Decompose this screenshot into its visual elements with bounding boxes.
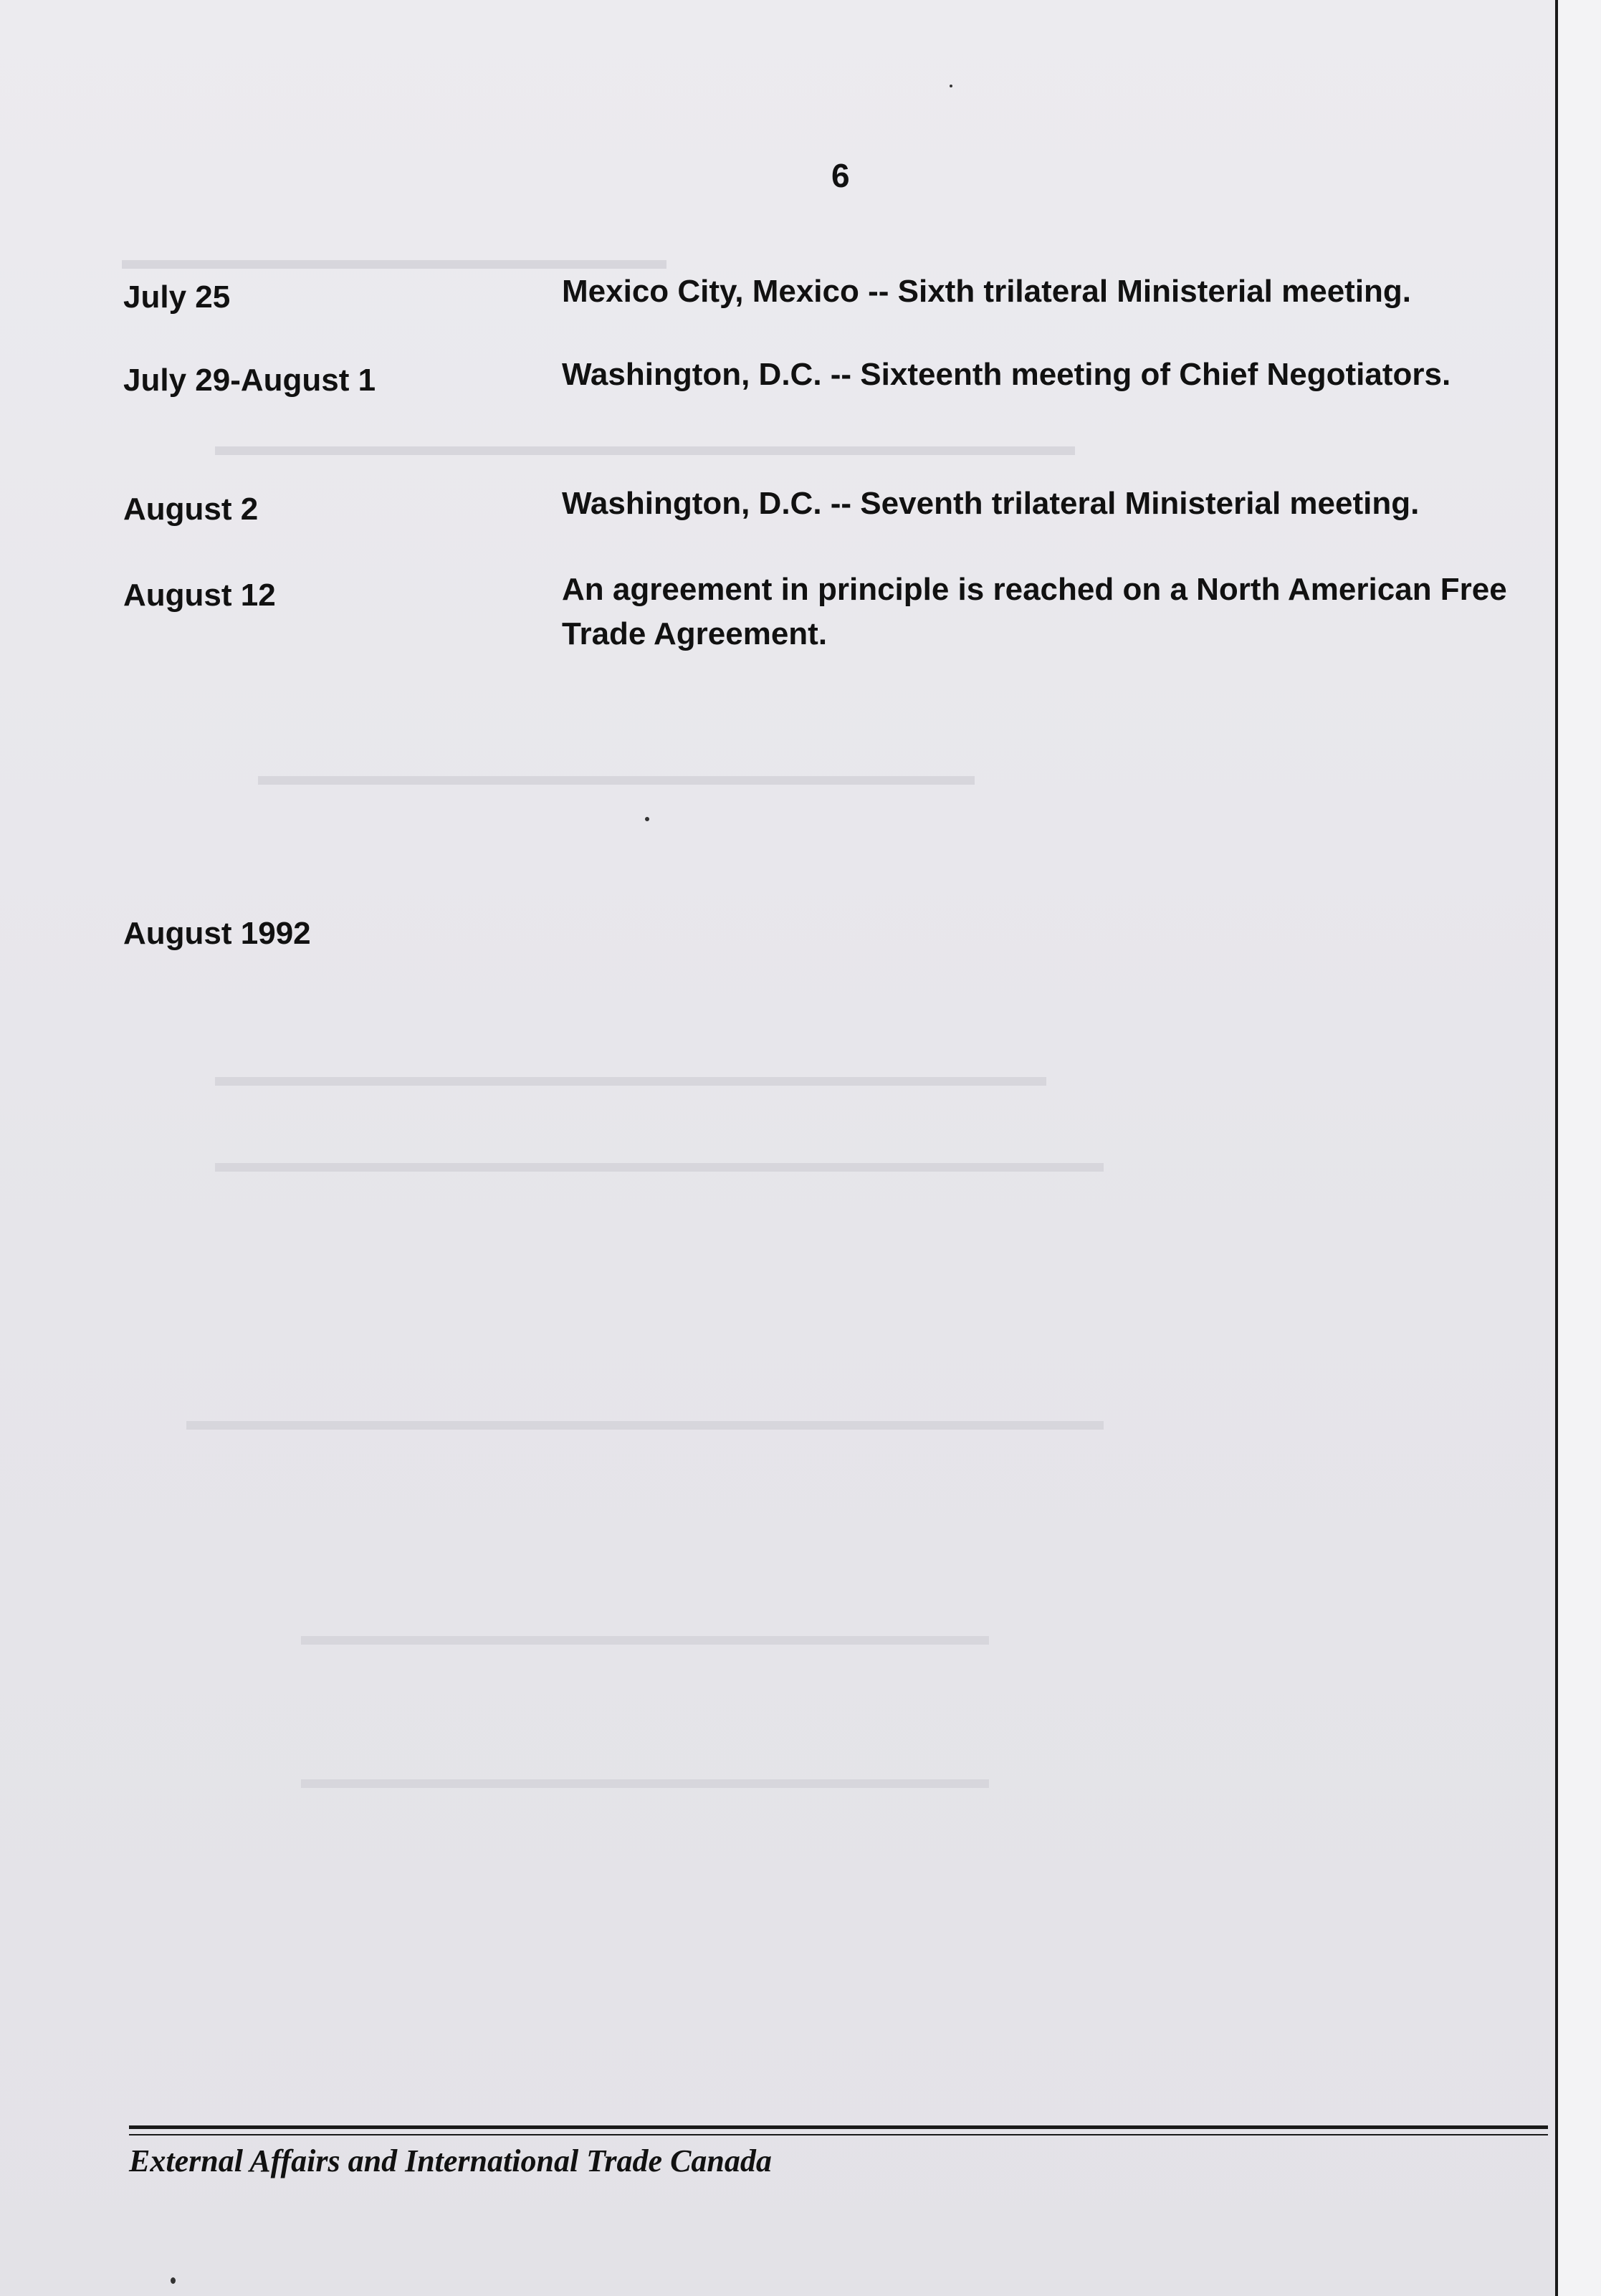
footer-rule <box>129 2125 1548 2129</box>
entry-text: Washington, D.C. -- Sixteenth meeting of Chief Negotiators. <box>562 357 1451 392</box>
page-number: 6 <box>831 157 850 194</box>
scan-speck <box>645 817 649 821</box>
footer-text: External Affairs and International Trade Canada <box>129 2143 772 2178</box>
section-heading: August 1992 <box>123 916 311 951</box>
entry-date: July 25 <box>123 279 231 315</box>
scan-speck <box>171 2277 176 2284</box>
footer-rule <box>129 2134 1548 2135</box>
entry-text: Washington, D.C. -- Seventh trilateral Ministerial meeting. <box>562 486 1420 521</box>
entry-text: An agreement in principle is reached on a North American Free Trade Agreement. <box>562 572 1507 651</box>
entry-date: August 2 <box>123 492 259 527</box>
adjacent-page-edge <box>1555 0 1601 2296</box>
entry-date: July 29-August 1 <box>123 363 376 398</box>
entry-date: August 12 <box>123 578 276 613</box>
entry-text: Mexico City, Mexico -- Sixth trilateral Ministerial meeting. <box>562 274 1412 309</box>
scan-speck <box>950 85 952 87</box>
